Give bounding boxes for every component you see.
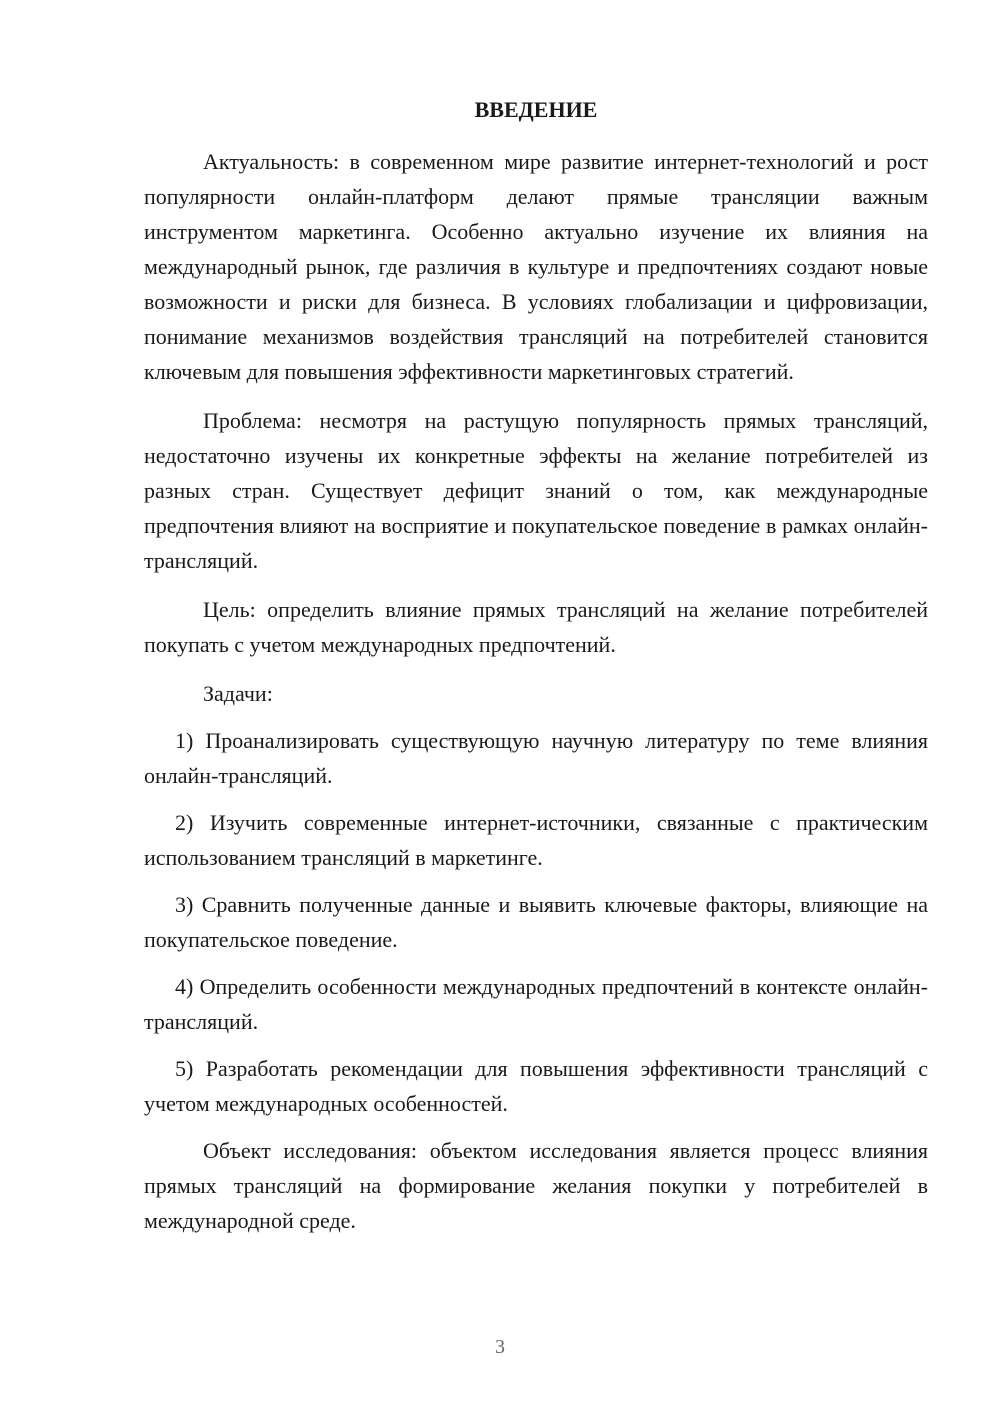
relevance-paragraph: Актуальность: в современном мире развитие интернет-технологий и рост популярности онлайн-платформ делают прямые трансляции важным инструментом маркетинга. Особенно актуально изучение их влияния на международный рынок, где различия в культуре и предпочтениях создают новые возможности и риски для бизнеса. В условиях глобализации и цифровизации, понимание механизмов воздействия трансляций на потребителей становится ключевым для повышения эффективности маркетинговых стратегий.	[144, 149, 928, 384]
object-paragraph: Объект исследования: объектом исследования является процесс влияния прямых трансляций на формирование желания покупки у потребителей в международной среде.	[144, 1138, 928, 1233]
task-item: 2) Изучить современные интернет-источники, связанные с практическим использованием трансляций в маркетинге.	[144, 810, 928, 870]
task-item: 4) Определить особенности международных предпочтений в контексте онлайн-трансляций.	[144, 974, 928, 1034]
problem-paragraph: Проблема: несмотря на растущую популярность прямых трансляций, недостаточно изучены их конкретные эффекты на желание потребителей из разных стран. Существует дефицит знаний о том, как международные предпочтения влияют на восприятие и покупательское поведение в рамках онлайн-трансляций.	[144, 408, 928, 573]
goal-paragraph: Цель: определить влияние прямых трансляций на желание потребителей покупать с учетом международных предпочтений.	[144, 597, 928, 657]
tasks-list	[144, 723, 928, 1121]
section-heading: ВВЕДЕНИЕ	[474, 97, 598, 122]
page-number: 3	[495, 1336, 505, 1358]
task-item: 1) Проанализировать существующую научную литературу по теме влияния онлайн-трансляций.	[144, 728, 928, 788]
task-item: 3) Сравнить полученные данные и выявить ключевые факторы, влияющие на покупательское поведение.	[144, 892, 928, 952]
document-page	[144, 96, 928, 1252]
task-item: 5) Разработать рекомендации для повышения эффективности трансляций с учетом международных особенностей.	[144, 1056, 928, 1116]
tasks-title: Задачи:	[203, 681, 273, 706]
